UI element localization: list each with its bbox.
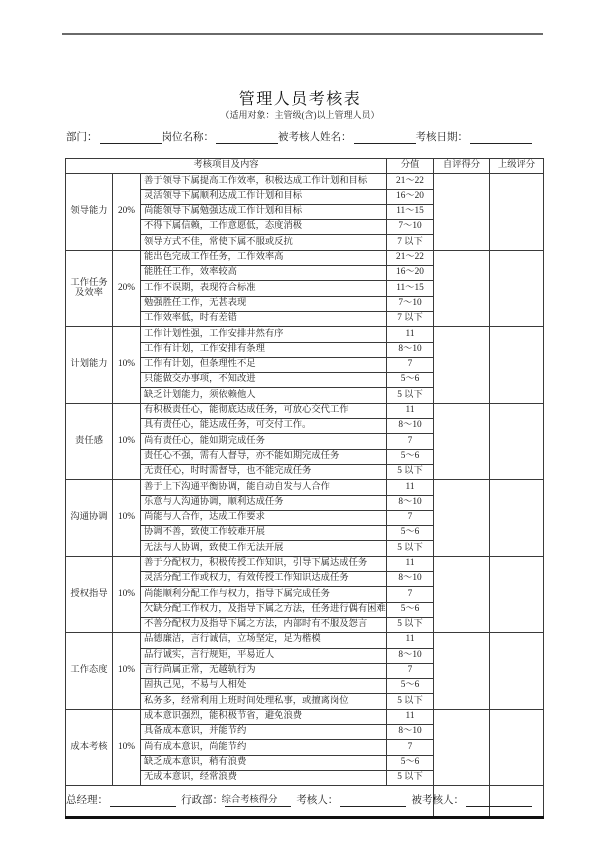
criteria-desc: 协调不善，致使工作较难开展 bbox=[141, 526, 387, 541]
page-subtitle: （适用对象：主管级(含)以上管理人员） bbox=[220, 110, 380, 120]
field-position-blank bbox=[216, 131, 278, 144]
self-score-cell bbox=[434, 403, 490, 479]
field-assess-date-blank bbox=[470, 131, 532, 144]
criteria-desc: 尚能领导下属勉强达成工作计划和目标 bbox=[141, 204, 387, 219]
category-weight: 10% bbox=[113, 633, 141, 709]
criteria-score-value: 11 bbox=[387, 480, 434, 495]
criteria-score-value: 8～10 bbox=[387, 495, 434, 510]
criteria-score-value: 8～10 bbox=[387, 419, 434, 434]
category-name: 沟通协调 bbox=[66, 480, 113, 556]
criteria-score-value: 7 bbox=[387, 663, 434, 678]
criteria-row bbox=[66, 327, 544, 342]
criteria-desc: 工作有计划，但条理性不足 bbox=[141, 357, 387, 372]
criteria-desc: 无法与人协调，致使工作无法开展 bbox=[141, 541, 387, 556]
sig-assessee-label: 被考核人： bbox=[411, 795, 464, 806]
field-assessee-name-blank bbox=[354, 131, 416, 144]
category-name: 授权指导 bbox=[66, 556, 113, 632]
superior-score-cell bbox=[490, 250, 544, 326]
criteria-score-value: 21～22 bbox=[387, 174, 434, 189]
field-department bbox=[66, 129, 162, 144]
criteria-desc: 尚能顺利分配工作与权力，指导下属完成任务 bbox=[141, 587, 387, 602]
category-weight: 10% bbox=[113, 403, 141, 479]
criteria-desc: 品德廉洁，言行诚信，立场坚定，足为楷模 bbox=[141, 633, 387, 648]
criteria-row bbox=[66, 709, 544, 724]
criteria-score-value: 5 以下 bbox=[387, 770, 434, 785]
criteria-desc: 品行诚实，言行规矩，平易近人 bbox=[141, 648, 387, 663]
criteria-score-value: 7 bbox=[387, 357, 434, 372]
criteria-desc: 勉强胜任工作，无甚表现 bbox=[141, 296, 387, 311]
criteria-desc: 灵活领导下属顺利达成工作计划和目标 bbox=[141, 189, 387, 204]
criteria-score-value: 7～10 bbox=[387, 296, 434, 311]
criteria-score-value: 5～6 bbox=[387, 679, 434, 694]
criteria-desc: 具有责任心，能达成任务，可交付工作。 bbox=[141, 419, 387, 434]
header-self-score: 自评得分 bbox=[434, 159, 490, 174]
field-position-label: 岗位名称： bbox=[161, 132, 214, 143]
criteria-score-value: 11 bbox=[387, 709, 434, 724]
criteria-desc: 言行尚属正常，无越轨行为 bbox=[141, 663, 387, 678]
criteria-row bbox=[66, 250, 544, 265]
field-assessee-name bbox=[278, 129, 416, 144]
criteria-score-value: 11 bbox=[387, 327, 434, 342]
self-score-cell bbox=[434, 327, 490, 403]
sig-assessee bbox=[411, 792, 532, 807]
criteria-score-value: 5 以下 bbox=[387, 694, 434, 709]
criteria-desc: 无责任心，时时需督导，也不能完成任务 bbox=[141, 464, 387, 479]
field-assessee-name-label: 被考核人姓名： bbox=[278, 132, 352, 143]
criteria-desc: 无成本意识，经常浪费 bbox=[141, 770, 387, 785]
criteria-score-value: 11～15 bbox=[387, 281, 434, 296]
sig-general-manager-label: 总经理： bbox=[66, 795, 108, 806]
criteria-score-value: 5 以下 bbox=[387, 464, 434, 479]
superior-score-cell bbox=[490, 633, 544, 709]
criteria-score-value: 11～15 bbox=[387, 204, 434, 219]
field-assess-date bbox=[416, 129, 533, 144]
criteria-row bbox=[66, 633, 544, 648]
criteria-score-value: 16～20 bbox=[387, 189, 434, 204]
superior-score-cell bbox=[490, 327, 544, 403]
field-department-label: 部门： bbox=[66, 132, 98, 143]
criteria-desc: 欠缺分配工作权力，及指导下属之方法，任务进行偶有困难 bbox=[141, 602, 387, 617]
criteria-desc: 能出色完成工作任务，工作效率高 bbox=[141, 250, 387, 265]
header-rule bbox=[62, 33, 543, 35]
criteria-score-value: 11 bbox=[387, 403, 434, 418]
criteria-score-value: 16～20 bbox=[387, 266, 434, 281]
criteria-desc: 缺乏计划能力，须依赖他人 bbox=[141, 388, 387, 403]
self-score-cell bbox=[434, 174, 490, 250]
total-score-label: 综合考核得分 bbox=[66, 786, 434, 818]
criteria-score-value: 7 bbox=[387, 587, 434, 602]
criteria-score-value: 8～10 bbox=[387, 724, 434, 739]
criteria-desc: 善于领导下属提高工作效率，积极达成工作计划和目标 bbox=[141, 174, 387, 189]
assessment-table bbox=[65, 158, 544, 819]
sig-admin-dept-blank bbox=[225, 794, 291, 807]
criteria-desc: 不善分配权力及指导下属之方法，内部时有不服及怨言 bbox=[141, 617, 387, 632]
criteria-desc: 私务多，经常利用上班时间处理私事，或擅离岗位 bbox=[141, 694, 387, 709]
superior-score-cell bbox=[490, 480, 544, 556]
self-score-cell bbox=[434, 709, 490, 785]
criteria-score-value: 7 以下 bbox=[387, 311, 434, 326]
criteria-desc: 工作有计划，工作安排有条理 bbox=[141, 342, 387, 357]
criteria-score-value: 8～10 bbox=[387, 572, 434, 587]
criteria-score-value: 7 bbox=[387, 510, 434, 525]
self-score-cell bbox=[434, 480, 490, 556]
criteria-score-value: 5～6 bbox=[387, 449, 434, 464]
info-line bbox=[66, 129, 532, 144]
criteria-desc: 具备成本意识，并能节约 bbox=[141, 724, 387, 739]
category-name: 工作态度 bbox=[66, 633, 113, 709]
criteria-score-value: 7 bbox=[387, 434, 434, 449]
criteria-desc: 乐意与人沟通协调，顺利达成任务 bbox=[141, 495, 387, 510]
criteria-score-value: 21～22 bbox=[387, 250, 434, 265]
criteria-desc: 灵活分配工作或权力，有效传授工作知识达成任务 bbox=[141, 572, 387, 587]
signature-line bbox=[66, 792, 532, 807]
criteria-desc: 善于分配权力，积极传授工作知识，引导下属达成任务 bbox=[141, 556, 387, 571]
criteria-desc: 尚有责任心，能如期完成任务 bbox=[141, 434, 387, 449]
criteria-desc: 有积极责任心，能彻底达成任务，可放心交代工作 bbox=[141, 403, 387, 418]
category-weight: 10% bbox=[113, 709, 141, 785]
criteria-row bbox=[66, 174, 544, 189]
criteria-desc: 善于上下沟通平衡协调，能自动自发与人合作 bbox=[141, 480, 387, 495]
header-content: 考核项目及内容 bbox=[66, 159, 387, 174]
page-title: 管理人员考核表 bbox=[238, 91, 362, 108]
category-name: 责任感 bbox=[66, 403, 113, 479]
criteria-score-value: 5～6 bbox=[387, 526, 434, 541]
criteria-score-value: 5～6 bbox=[387, 373, 434, 388]
criteria-desc: 能胜任工作，效率较高 bbox=[141, 266, 387, 281]
category-name: 工作任务及效率 bbox=[66, 250, 113, 326]
table-header-row bbox=[66, 159, 544, 174]
header-superior-score: 上级评分 bbox=[490, 159, 544, 174]
criteria-desc: 领导方式不佳，常使下属不服或反抗 bbox=[141, 235, 387, 250]
criteria-score-value: 5 以下 bbox=[387, 617, 434, 632]
criteria-desc: 工作计划性强，工作安排井然有序 bbox=[141, 327, 387, 342]
assessment-table-body bbox=[66, 174, 544, 818]
sig-assessor-blank bbox=[340, 794, 406, 807]
criteria-row bbox=[66, 480, 544, 495]
criteria-desc: 缺乏成本意识，稍有浪费 bbox=[141, 755, 387, 770]
category-weight: 10% bbox=[113, 480, 141, 556]
sig-assessor-label: 考核人： bbox=[296, 795, 339, 806]
criteria-desc: 固执己见，不易与人相处 bbox=[141, 679, 387, 694]
criteria-row bbox=[66, 403, 544, 418]
sig-assessee-blank bbox=[466, 794, 532, 807]
field-department-blank bbox=[100, 131, 162, 144]
category-name: 领导能力 bbox=[66, 174, 113, 250]
criteria-score-value: 11 bbox=[387, 556, 434, 571]
category-name: 成本考核 bbox=[66, 709, 113, 785]
self-score-cell bbox=[434, 250, 490, 326]
sig-general-manager bbox=[66, 792, 176, 807]
criteria-desc: 责任心不强，需有人督导，亦不能如期完成任务 bbox=[141, 449, 387, 464]
field-assess-date-label: 考核日期： bbox=[415, 132, 468, 143]
criteria-score-value: 5～6 bbox=[387, 755, 434, 770]
self-score-cell bbox=[434, 556, 490, 632]
criteria-desc: 尚能与人合作，达成工作要求 bbox=[141, 510, 387, 525]
field-position bbox=[162, 129, 279, 144]
sig-general-manager-blank bbox=[110, 794, 176, 807]
criteria-score-value: 7 bbox=[387, 740, 434, 755]
sig-assessor bbox=[296, 792, 406, 807]
criteria-desc: 只能做交办事项，不知改进 bbox=[141, 373, 387, 388]
criteria-score-value: 5 以下 bbox=[387, 541, 434, 556]
criteria-desc: 尚有成本意识，尚能节约 bbox=[141, 740, 387, 755]
criteria-score-value: 11 bbox=[387, 633, 434, 648]
criteria-desc: 工作效率低，时有差错 bbox=[141, 311, 387, 326]
superior-score-cell bbox=[490, 174, 544, 250]
superior-score-cell bbox=[490, 403, 544, 479]
header-score: 分值 bbox=[387, 159, 434, 174]
superior-score-cell bbox=[490, 556, 544, 632]
criteria-score-value: 8～10 bbox=[387, 342, 434, 357]
criteria-score-value: 5 以下 bbox=[387, 388, 434, 403]
criteria-row bbox=[66, 556, 544, 571]
category-weight: 10% bbox=[113, 327, 141, 403]
criteria-score-value: 7 以下 bbox=[387, 235, 434, 250]
superior-score-cell bbox=[490, 709, 544, 785]
sig-admin-dept-label: 行政部： bbox=[181, 795, 224, 806]
category-weight: 20% bbox=[113, 250, 141, 326]
category-weight: 20% bbox=[113, 174, 141, 250]
criteria-score-value: 7～10 bbox=[387, 220, 434, 235]
criteria-desc: 工作不误期，表现符合标准 bbox=[141, 281, 387, 296]
category-weight: 10% bbox=[113, 556, 141, 632]
criteria-desc: 不得下属信赖，工作意愿低，态度消极 bbox=[141, 220, 387, 235]
criteria-score-value: 5～6 bbox=[387, 602, 434, 617]
self-score-cell bbox=[434, 633, 490, 709]
criteria-desc: 成本意识强烈，能积极节省，避免浪费 bbox=[141, 709, 387, 724]
sig-admin-dept bbox=[181, 792, 291, 807]
category-name: 计划能力 bbox=[66, 327, 113, 403]
criteria-score-value: 8～10 bbox=[387, 648, 434, 663]
